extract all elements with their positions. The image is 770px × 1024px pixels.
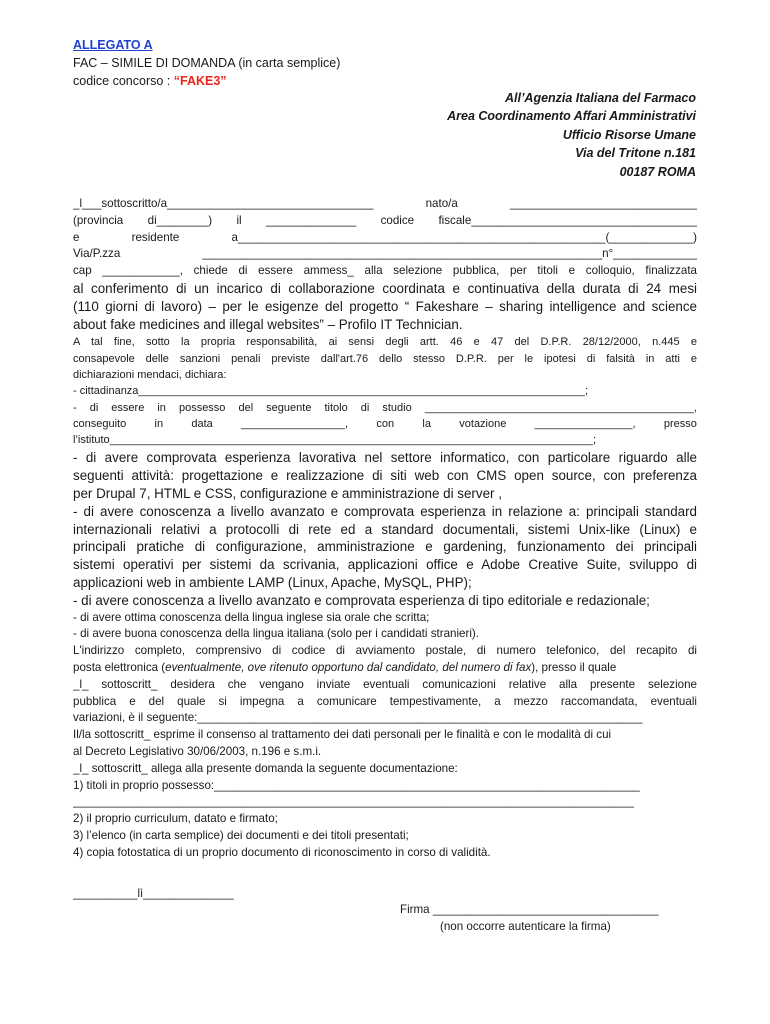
application-body [73,196,697,902]
body-line: al Decreto Legislativo 30/06/2003, n.196 e s.m.i. [73,745,322,758]
body-line: internazionali relativi a protocolli di rete ed a standard documentali, sistemi Unix-like (Linux) e [73,521,697,537]
body-word: ________________, [534,417,636,430]
body-word: votazione [459,417,507,430]
body-line: 4) copia fotostatica di un proprio documento di riconoscimento in corso di validità. [73,845,491,859]
body-word: data [191,417,213,430]
body-line: 3) l’elenco (in carta semplice) dei documenti e dei titoli presentati; [73,828,409,842]
body-line: - di essere in possesso del seguente titolo di studio ____________________________________________, [73,401,697,414]
body-line: 1) titoli in proprio possesso:__________________________________________________________________ [73,778,640,792]
signature-line: Firma ___________________________________ [400,903,659,916]
body-word: in [154,417,164,430]
body-line: - di avere buona conoscenza della lingua italiana (solo per i candidati stranieri). [73,627,480,641]
place-date-line: __________lì______________ [73,886,234,900]
body-line: about fake medicines and illegal websites” – Profilo IT Technician. [73,316,463,332]
body-line: _l___sottoscritto/a________________________________ nato/a _____________________________ [73,197,697,210]
body-line: - cittadinanza_________________________________________________________________________; [73,385,589,398]
body-line: applicazioni web in ambiente LAMP (Linux, Apache, MySQL, PHP); [73,575,472,591]
body-line: _l_ sottoscritt_ allega alla presente domanda la seguente documentazione: [73,761,458,775]
body-italic-text: eventualmente, ove ritenuto opportuno dal candidato, del numero di fax [165,661,532,675]
body-text: posta elettronica ( [73,661,166,675]
body-line: cap ____________, chiede di essere ammess_ alla selezione pubblica, per titoli e colloquio, finalizzata [73,264,697,278]
body-line: - di avere conoscenza a livello avanzato e comprovata esperienza di tipo editoriale e redazionale; [73,592,650,608]
body-line: (110 giorni di lavoro) – per le esigenze del progetto “ Fakeshare – sharing intelligence and science [73,298,697,314]
body-line: A tal fine, sotto la propria responsabilità, ai sensi degli artt. 46 e 47 del D.P.R. 28/12/2000, n.445 e [73,336,697,349]
body-line: l’istituto_______________________________________________________________________________; [73,434,597,447]
body-line: e residente a_________________________________________________________(_____________) [73,230,697,244]
body-line: seguenti attività: progettazione e realizzazione di siti web con CMS open source, con preferenza [73,468,697,484]
codice-concorso-line [73,72,340,90]
signature-note: (non occorre autenticare la firma) [440,920,611,933]
address-line: All’Agenzia Italiana del Farmaco [504,91,696,105]
address-line: Via del Tritone n.181 [575,146,696,161]
body-line: dichiarazioni mendaci, dichiara: [73,368,227,381]
body-line: per Drupal 7, HTML e CSS, configurazione e amministrazione di server , [73,486,502,502]
allegato-title: ALLEGATO A [73,38,153,52]
body-line: - di avere comprovata esperienza lavorativa nel settore informatico, con particolare riguardo alle [73,450,697,466]
body-line: - di avere ottima conoscenza della lingua inglese sia orale che scritta; [73,610,430,624]
codice-value: “FAKE3” [173,74,227,88]
form-subtitle: FAC – SIMILE DI DOMANDA (in carta semplice) [73,56,341,70]
body-line [73,416,697,432]
body-line: principali pratiche di configurazione, amministrazione e gardening, funzionamento dei principali [73,539,697,555]
body-line: sistemi operativi per sistemi da scrivania, applicazioni office e Adobe Creative Suite, sviluppo di [73,557,697,573]
address-line: Ufficio Risorse Umane [562,127,696,142]
body-word: _________________, [241,417,349,430]
document-header [73,36,340,90]
codice-label: codice concorso : [73,74,174,88]
body-line: al conferimento di un incarico di collaborazione coordinata e continuativa della durata di 24 mesi [73,280,697,296]
recipient-address [447,89,696,181]
body-word: con [376,417,395,430]
body-line: variazioni, è il seguente:_____________________________________________________________________ [73,711,643,725]
address-line: 00187 ROMA [619,164,696,179]
body-word: conseguito [73,417,127,430]
body-line [73,660,697,677]
body-line: pubblica e del quale si impegna a comunicare tempestivamente, a mezzo raccomandata, eventuali [73,694,697,708]
address-line: Area Coordinamento Affari Amministrativi [447,109,696,124]
body-line: Via/P.zza ______________________________________________________________n°_____________ [73,247,697,261]
body-line: _l_ sottoscritt_ desidera che vengano inviate eventuali comunicazioni relative alla presente selezione [73,677,697,691]
body-line: _______________________________________________________________________________________ [73,795,634,809]
body-word: la [422,417,431,430]
body-text: ), presso il quale [531,661,617,675]
body-line: - di avere conoscenza a livello avanzato e comprovata esperienza in relazione a: principali standard [73,503,697,519]
body-line: consapevole delle sanzioni penali previste dall'art.76 dello stesso D.P.R. per le ipotesi di falsità in atti e [73,352,697,365]
body-line: L'indirizzo completo, comprensivo di codice di avviamento postale, di numero telefonico, del recapito di [73,644,697,658]
body-line: Il/la sottoscritt_ esprime il consenso al trattamento dei dati personali per le finalità e con le modalità di cui [73,728,612,742]
body-line: 2) il proprio curriculum, datato e firmato; [73,812,278,826]
body-line: (provincia di________) il ______________ codice fiscale___________________________________ [73,213,697,227]
body-word: presso [663,417,697,430]
